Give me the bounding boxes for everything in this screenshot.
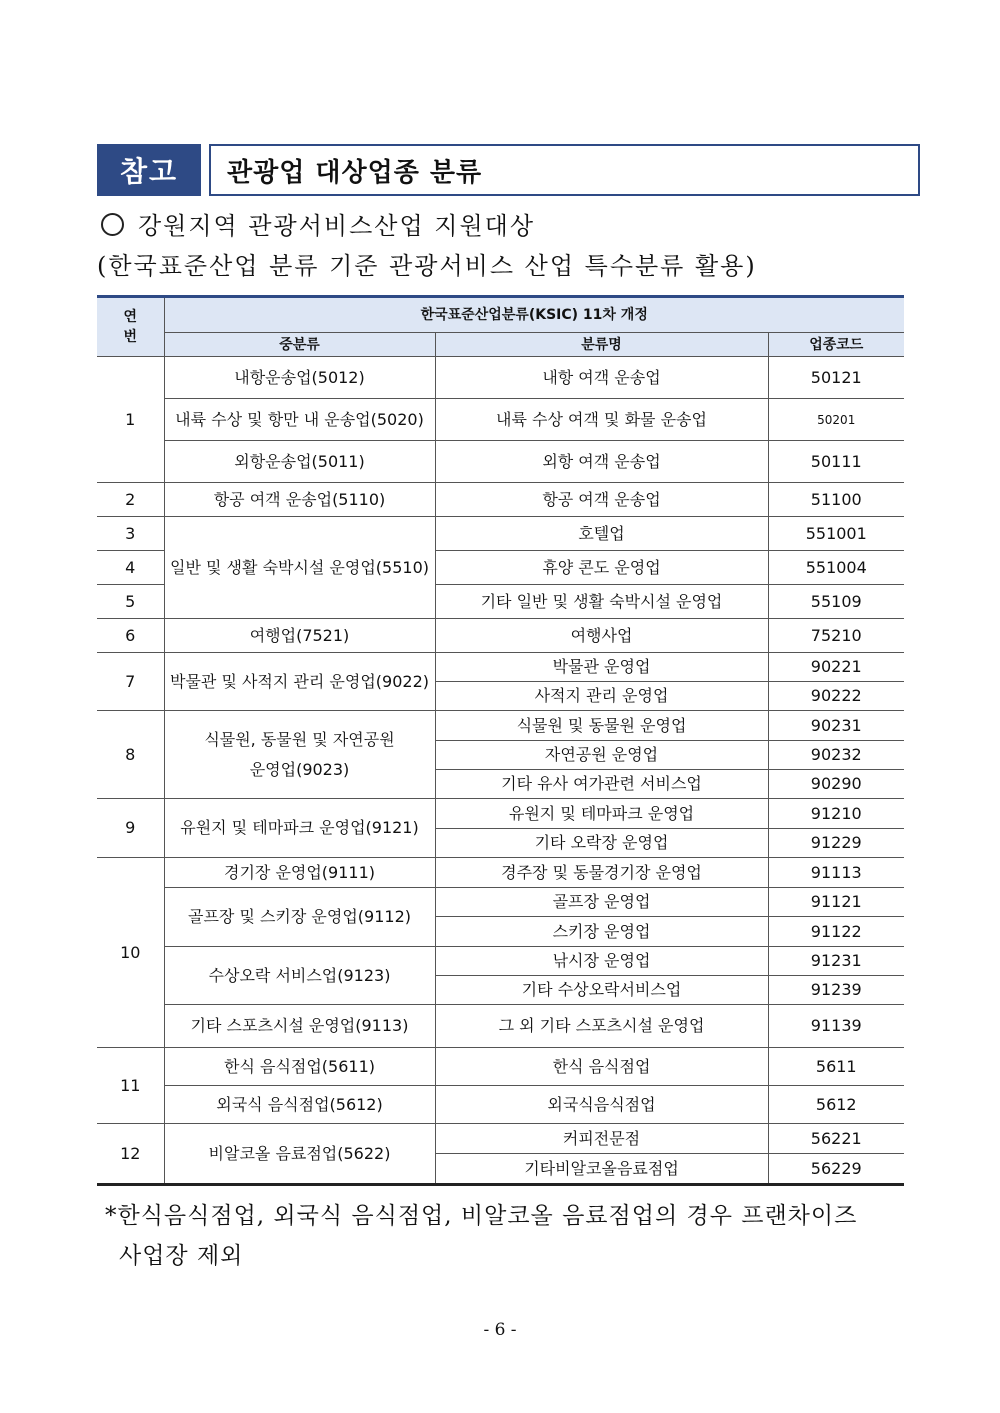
row-no: 11	[97, 1048, 164, 1124]
row-no: 5	[97, 585, 164, 619]
row-code: 551004	[768, 551, 904, 585]
row-code: 56221	[768, 1124, 904, 1154]
row-code: 91231	[768, 947, 904, 976]
row-code: 50201	[768, 399, 904, 441]
table-row	[97, 1124, 904, 1154]
row-mid: 기타 스포츠시설 운영업(9113)	[164, 1005, 435, 1048]
row-name: 경주장 및 동물경기장 운영업	[435, 858, 768, 888]
row-mid: 내항운송업(5012)	[164, 357, 435, 399]
row-name: 박물관 운영업	[435, 653, 768, 682]
intro-line-2: (한국표준산업 분류 기준 관광서비스 산업 특수분류 활용)	[97, 252, 757, 280]
intro-text-1: 강원지역 관광서비스산업 지원대상	[138, 212, 536, 240]
page-number: - 6 -	[483, 1320, 517, 1340]
row-code: 5611	[768, 1048, 904, 1086]
page-title: 관광업 대상업종 분류	[209, 144, 920, 196]
row-mid: 외국식 음식점업(5612)	[164, 1086, 435, 1124]
row-code: 50121	[768, 357, 904, 399]
row-code: 90221	[768, 653, 904, 682]
table-row	[97, 947, 904, 976]
section-header	[97, 144, 904, 196]
table-row	[97, 1005, 904, 1048]
row-name: 항공 여객 운송업	[435, 483, 768, 517]
table-row	[97, 483, 904, 517]
row-code: 551001	[768, 517, 904, 551]
row-mid: 골프장 및 스키장 운영업(9112)	[164, 888, 435, 947]
row-no: 10	[97, 858, 164, 1048]
table-row	[97, 517, 904, 551]
row-no: 1	[97, 357, 164, 483]
row-mid: 비알코올 음료점업(5622)	[164, 1124, 435, 1185]
row-name: 자연공원 운영업	[435, 741, 768, 770]
row-name: 호텔업	[435, 517, 768, 551]
row-code: 55109	[768, 585, 904, 619]
row-name: 식물원 및 동물원 운영업	[435, 711, 768, 741]
table-row	[97, 799, 904, 829]
header-ksic: 한국표준산업분류(KSIC) 11차 개정	[164, 297, 904, 333]
row-name: 기타 수상오락서비스업	[435, 976, 768, 1005]
table-row	[97, 711, 904, 741]
table-row	[97, 858, 904, 888]
row-name: 한식 음식점업	[435, 1048, 768, 1086]
header-name: 분류명	[435, 333, 768, 357]
row-name: 스키장 운영업	[435, 917, 768, 947]
footnote-line-1: *한식음식점업, 외국식 음식점업, 비알코올 음료점업의 경우 프랜차이즈	[105, 1203, 858, 1229]
row-name: 기타 오락장 운영업	[435, 829, 768, 858]
row-no: 8	[97, 711, 164, 799]
table-row	[97, 619, 904, 653]
row-no: 9	[97, 799, 164, 858]
row-mid: 일반 및 생활 숙박시설 운영업(5510)	[164, 517, 435, 619]
header-no: 연 번	[97, 297, 164, 357]
row-no: 4	[97, 551, 164, 585]
row-name: 그 외 기타 스포츠시설 운영업	[435, 1005, 768, 1048]
table-row	[97, 888, 904, 917]
row-mid: 내륙 수상 및 항만 내 운송업(5020)	[164, 399, 435, 441]
reference-badge: 참고	[97, 144, 201, 196]
row-mid: 수상오락 서비스업(9123)	[164, 947, 435, 1005]
table-row	[97, 1086, 904, 1124]
row-mid: 유원지 및 테마파크 운영업(9121)	[164, 799, 435, 858]
classification-table	[97, 295, 904, 1186]
row-code: 91229	[768, 829, 904, 858]
row-code: 91113	[768, 858, 904, 888]
row-mid: 식물원, 동물원 및 자연공원 운영업(9023)	[164, 711, 435, 799]
row-code: 51100	[768, 483, 904, 517]
row-mid: 항공 여객 운송업(5110)	[164, 483, 435, 517]
header-code: 업종코드	[768, 333, 904, 357]
row-name: 커피전문점	[435, 1124, 768, 1154]
row-name: 외항 여객 운송업	[435, 441, 768, 483]
row-name: 내륙 수상 여객 및 화물 운송업	[435, 399, 768, 441]
intro-line-1	[97, 206, 535, 241]
row-no: 6	[97, 619, 164, 653]
row-code: 56229	[768, 1154, 904, 1185]
row-name: 기타비알코올음료점업	[435, 1154, 768, 1185]
row-code: 91139	[768, 1005, 904, 1048]
row-name: 외국식음식점업	[435, 1086, 768, 1124]
row-mid: 박물관 및 사적지 관리 운영업(9022)	[164, 653, 435, 711]
row-code: 50111	[768, 441, 904, 483]
row-name: 기타 유사 여가관련 서비스업	[435, 770, 768, 799]
row-code: 91239	[768, 976, 904, 1005]
row-name: 내항 여객 운송업	[435, 357, 768, 399]
row-code: 75210	[768, 619, 904, 653]
row-code: 90222	[768, 682, 904, 711]
header-mid: 중분류	[164, 333, 435, 357]
row-no: 3	[97, 517, 164, 551]
row-name: 사적지 관리 운영업	[435, 682, 768, 711]
row-code: 90232	[768, 741, 904, 770]
row-code: 91210	[768, 799, 904, 829]
row-code: 90231	[768, 711, 904, 741]
row-code: 91122	[768, 917, 904, 947]
row-mid: 여행업(7521)	[164, 619, 435, 653]
table-row	[97, 441, 904, 483]
table-row	[97, 653, 904, 682]
row-mid: 경기장 운영업(9111)	[164, 858, 435, 888]
row-name: 기타 일반 및 생활 숙박시설 운영업	[435, 585, 768, 619]
row-no: 12	[97, 1124, 164, 1185]
circle-bullet-icon	[101, 213, 124, 236]
row-code: 91121	[768, 888, 904, 917]
row-no: 7	[97, 653, 164, 711]
row-name: 골프장 운영업	[435, 888, 768, 917]
footnote	[105, 1196, 905, 1276]
row-no: 2	[97, 483, 164, 517]
table-row	[97, 357, 904, 399]
table-row	[97, 1048, 904, 1086]
table-row	[97, 399, 904, 441]
row-mid: 외항운송업(5011)	[164, 441, 435, 483]
row-name: 유원지 및 테마파크 운영업	[435, 799, 768, 829]
row-mid: 한식 음식점업(5611)	[164, 1048, 435, 1086]
footnote-line-2: 사업장 제외	[119, 1243, 244, 1269]
row-name: 낚시장 운영업	[435, 947, 768, 976]
row-name: 휴양 콘도 운영업	[435, 551, 768, 585]
row-code: 5612	[768, 1086, 904, 1124]
row-name: 여행사업	[435, 619, 768, 653]
row-code: 90290	[768, 770, 904, 799]
